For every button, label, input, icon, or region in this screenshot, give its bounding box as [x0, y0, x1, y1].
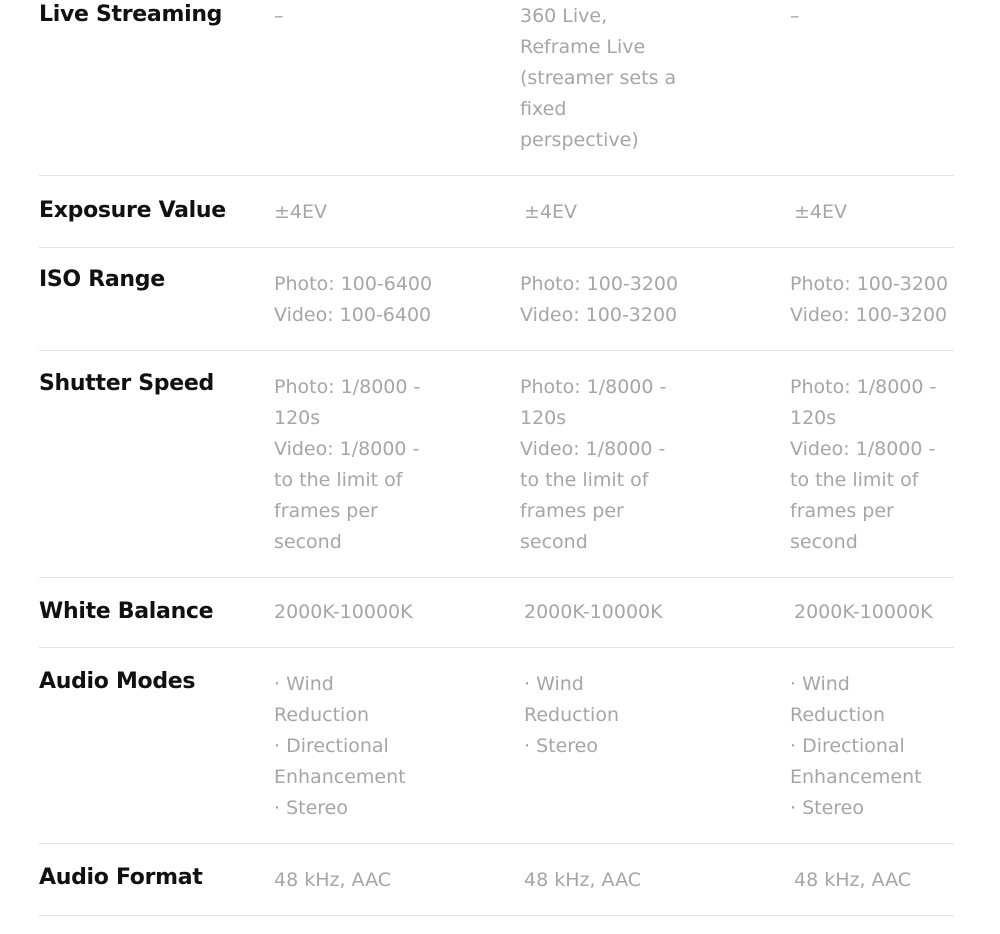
value-line: 48 kHz, AAC [274, 869, 392, 891]
value-line: Reframe Live [520, 36, 646, 58]
value-line: · Stereo [524, 735, 598, 757]
spec-value-col-2 [524, 197, 577, 228]
value-line: · Stereo [790, 797, 864, 819]
spec-value-col-2 [524, 597, 663, 628]
value-line: 48 kHz, AAC [524, 869, 642, 891]
spec-value-col-2 [524, 865, 641, 896]
value-line: – [790, 5, 800, 27]
spec-value-col-2 [520, 1, 676, 156]
spec-value-col-3 [794, 865, 911, 896]
value-line: 360 Live, [520, 5, 608, 27]
value-line: Photo: 100-6400 [274, 273, 433, 295]
value-line: ±4EV [794, 201, 848, 223]
value-line: frames per [274, 500, 378, 522]
spec-label: White Balance [39, 599, 214, 624]
value-line: 120s [790, 407, 837, 429]
value-line: to the limit of [790, 469, 919, 491]
value-line: second [790, 531, 858, 553]
spec-value-col-3 [790, 372, 936, 558]
spec-value-col-1 [274, 197, 327, 228]
value-line: 2000K-10000K [274, 601, 413, 623]
spec-label: Shutter Speed [39, 371, 214, 396]
spec-value-col-1 [274, 597, 413, 628]
value-line: Video: 1/8000 - [520, 438, 666, 460]
value-line: · Wind [790, 673, 850, 695]
spec-value-col-2 [524, 669, 619, 762]
spec-row-iso-range [39, 248, 954, 351]
spec-label: ISO Range [39, 267, 165, 292]
spec-label: Live Streaming [39, 2, 223, 27]
spec-value-col-3 [790, 669, 922, 824]
value-line: (streamer sets a [520, 67, 677, 89]
spec-label: Audio Modes [39, 669, 196, 694]
value-line: Reduction [790, 704, 885, 726]
spec-value-col-1 [274, 372, 420, 558]
value-line: to the limit of [274, 469, 403, 491]
value-line: frames per [520, 500, 624, 522]
spec-value-col-3 [794, 197, 847, 228]
value-line: Reduction [274, 704, 369, 726]
value-line: Photo: 100-3200 [790, 273, 949, 295]
value-line: frames per [790, 500, 894, 522]
spec-label: Exposure Value [39, 198, 226, 223]
value-line: Video: 100-3200 [790, 304, 948, 326]
value-line: to the limit of [520, 469, 649, 491]
value-line: Video: 100-3200 [520, 304, 678, 326]
value-line: – [274, 5, 284, 27]
value-line: 120s [274, 407, 321, 429]
spec-row-exposure-value [39, 176, 954, 248]
value-line: Video: 1/8000 - [274, 438, 420, 460]
spec-comparison-table [39, 0, 954, 916]
value-line: Enhancement [790, 766, 922, 788]
spec-row-shutter-speed [39, 351, 954, 578]
spec-label: Audio Format [39, 865, 203, 890]
spec-row-white-balance [39, 578, 954, 648]
value-line: Video: 1/8000 - [790, 438, 936, 460]
spec-row-live-streaming [39, 0, 954, 176]
spec-value-col-3 [794, 597, 933, 628]
value-line: ±4EV [524, 201, 578, 223]
value-line: perspective) [520, 129, 639, 151]
value-line: · Directional [274, 735, 389, 757]
spec-value-col-1 [274, 269, 432, 331]
value-line: Photo: 1/8000 - [520, 376, 667, 398]
spec-value-col-2 [520, 372, 666, 558]
value-line: Photo: 1/8000 - [790, 376, 937, 398]
value-line: fixed [520, 98, 567, 120]
value-line: 120s [520, 407, 567, 429]
spec-value-col-2 [520, 269, 678, 331]
value-line: 2000K-10000K [524, 601, 663, 623]
value-line: · Wind [524, 673, 584, 695]
value-line: second [274, 531, 342, 553]
spec-value-col-3 [790, 269, 948, 331]
value-line: · Directional [790, 735, 905, 757]
value-line: 2000K-10000K [794, 601, 933, 623]
value-line: second [520, 531, 588, 553]
value-line: ±4EV [274, 201, 328, 223]
value-line: · Wind [274, 673, 334, 695]
value-line: · Stereo [274, 797, 348, 819]
value-line: Video: 100-6400 [274, 304, 432, 326]
spec-value-col-1 [274, 669, 406, 824]
spec-value-col-3 [790, 1, 800, 32]
value-line: Photo: 1/8000 - [274, 376, 421, 398]
spec-value-col-1 [274, 1, 284, 32]
value-line: Photo: 100-3200 [520, 273, 679, 295]
spec-value-col-1 [274, 865, 391, 896]
value-line: 48 kHz, AAC [794, 869, 912, 891]
spec-row-audio-format [39, 844, 954, 916]
value-line: Enhancement [274, 766, 406, 788]
value-line: Reduction [524, 704, 619, 726]
spec-row-audio-modes [39, 648, 954, 844]
